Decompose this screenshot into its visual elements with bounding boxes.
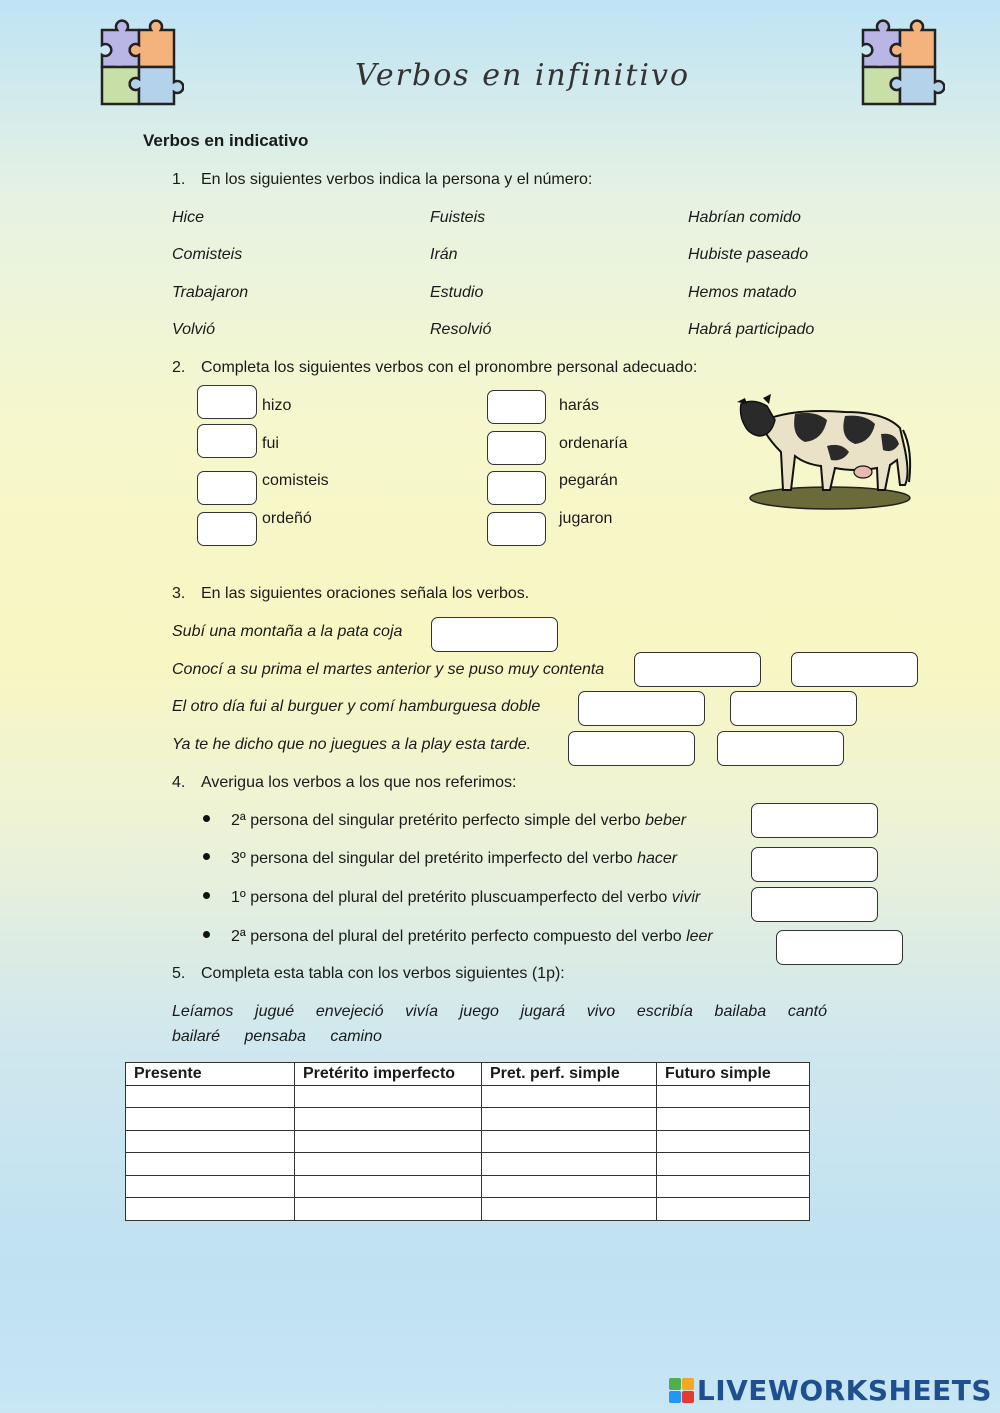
verb-answer-input[interactable] bbox=[730, 691, 857, 726]
table-row bbox=[126, 1175, 810, 1198]
q5-word: vivía bbox=[405, 1003, 439, 1020]
table-cell[interactable] bbox=[657, 1175, 810, 1198]
pronoun-answer-input[interactable] bbox=[487, 431, 546, 465]
q1-verb: Comisteis bbox=[172, 246, 243, 263]
q5-word: vivo bbox=[586, 1003, 616, 1020]
table-row bbox=[126, 1198, 810, 1221]
q1-verb: Estudio bbox=[430, 284, 484, 301]
q1-verb: Irán bbox=[430, 246, 458, 263]
table-cell[interactable] bbox=[295, 1085, 482, 1108]
table-cell[interactable] bbox=[482, 1108, 657, 1131]
table-cell[interactable] bbox=[126, 1130, 295, 1153]
verb-form-input[interactable] bbox=[751, 803, 878, 838]
q5-heading: 5. Completa esta tabla con los verbos siguientes (1p): bbox=[172, 965, 565, 982]
q1-verb: Habrá participado bbox=[688, 321, 815, 338]
q2-verb: fui bbox=[262, 435, 279, 452]
verb-form-input[interactable] bbox=[751, 887, 878, 922]
q5-word: escribía bbox=[636, 1003, 693, 1020]
q3-sentence: Ya te he dicho que no juegues a la play esta tarde. bbox=[172, 736, 532, 753]
q5-word: envejeció bbox=[315, 1003, 384, 1020]
q5-word: camino bbox=[330, 1028, 382, 1045]
q5-word-list bbox=[172, 1028, 382, 1046]
q2-verb: ordeñó bbox=[262, 510, 312, 527]
q1-verb: Trabajaron bbox=[172, 284, 249, 301]
table-row bbox=[126, 1108, 810, 1131]
q1-verb: Hemos matado bbox=[688, 284, 797, 301]
q4-item: 1º persona del plural del pretérito pluscuamperfecto del verbo vivir bbox=[203, 889, 700, 907]
q2-verb: hizo bbox=[262, 397, 292, 414]
q1-heading: 1. En los siguientes verbos indica la persona y el número: bbox=[172, 171, 593, 188]
q5-word: pensaba bbox=[244, 1028, 306, 1045]
pronoun-answer-input[interactable] bbox=[487, 471, 546, 505]
q5-word: cantó bbox=[787, 1003, 827, 1020]
pronoun-answer-input[interactable] bbox=[487, 512, 546, 546]
q1-verb: Habrían comido bbox=[688, 209, 801, 226]
table-header-row bbox=[126, 1063, 810, 1086]
q5-word-list bbox=[172, 1003, 827, 1021]
q5-word: jugará bbox=[520, 1003, 566, 1020]
table-cell[interactable] bbox=[482, 1198, 657, 1221]
q4-item: 2ª persona del singular pretérito perfecto simple del verbo beber bbox=[203, 812, 686, 830]
verb-answer-input[interactable] bbox=[568, 731, 695, 766]
table-cell[interactable] bbox=[295, 1153, 482, 1176]
table-row bbox=[126, 1153, 810, 1176]
q5-word: bailaba bbox=[714, 1003, 767, 1020]
table-cell[interactable] bbox=[657, 1108, 810, 1131]
q1-verb: Fuisteis bbox=[430, 209, 486, 226]
verb-answer-input[interactable] bbox=[431, 617, 558, 652]
table-cell[interactable] bbox=[482, 1153, 657, 1176]
q1-verb: Hice bbox=[172, 209, 205, 226]
table-cell[interactable] bbox=[126, 1175, 295, 1198]
pronoun-answer-input[interactable] bbox=[197, 385, 257, 419]
verb-form-input[interactable] bbox=[751, 847, 878, 882]
q4-heading: 4. Averigua los verbos a los que nos referimos: bbox=[172, 774, 517, 791]
q2-verb: harás bbox=[559, 397, 600, 414]
q5-word: juego bbox=[459, 1003, 499, 1020]
table-cell[interactable] bbox=[482, 1130, 657, 1153]
table-cell[interactable] bbox=[657, 1085, 810, 1108]
table-header: Pret. perf. simple bbox=[482, 1063, 657, 1086]
q3-sentence: Conocí a su prima el martes anterior y se puso muy contenta bbox=[172, 661, 605, 678]
q1-verb: Volvió bbox=[172, 321, 215, 338]
pronoun-answer-input[interactable] bbox=[197, 471, 257, 505]
q2-verb: pegarán bbox=[559, 472, 618, 489]
verb-answer-input[interactable] bbox=[578, 691, 705, 726]
pronoun-answer-input[interactable] bbox=[197, 424, 257, 458]
verb-answer-input[interactable] bbox=[791, 652, 918, 687]
q1-verb: Resolvió bbox=[430, 321, 492, 338]
q5-word: jugué bbox=[255, 1003, 295, 1020]
puzzle-icon-right bbox=[855, 10, 945, 130]
table-cell[interactable] bbox=[295, 1108, 482, 1131]
table-cell[interactable] bbox=[126, 1085, 295, 1108]
table-cell[interactable] bbox=[295, 1130, 482, 1153]
liveworksheets-logo: LIVEWORKSHEETS bbox=[669, 1374, 992, 1407]
page-title: Verbos en infinitivo bbox=[355, 58, 691, 93]
table-cell[interactable] bbox=[126, 1108, 295, 1131]
q2-verb: comisteis bbox=[262, 472, 329, 489]
table-cell[interactable] bbox=[126, 1198, 295, 1221]
table-cell[interactable] bbox=[482, 1175, 657, 1198]
logo-icon bbox=[669, 1378, 694, 1403]
q3-sentence: Subí una montaña a la pata coja bbox=[172, 623, 403, 640]
table-cell[interactable] bbox=[657, 1130, 810, 1153]
q5-word: bailaré bbox=[172, 1028, 221, 1045]
table-cell[interactable] bbox=[657, 1153, 810, 1176]
verb-table bbox=[125, 1062, 810, 1221]
table-cell[interactable] bbox=[482, 1085, 657, 1108]
q2-verb: jugaron bbox=[559, 510, 613, 527]
puzzle-icon-left bbox=[94, 10, 184, 130]
q5-word: Leíamos bbox=[172, 1003, 234, 1020]
cow-illustration bbox=[735, 390, 915, 515]
table-row bbox=[126, 1130, 810, 1153]
pronoun-answer-input[interactable] bbox=[487, 390, 546, 424]
pronoun-answer-input[interactable] bbox=[197, 512, 257, 546]
q1-verb: Hubiste paseado bbox=[688, 246, 809, 263]
q4-item: 3º persona del singular del pretérito imperfecto del verbo hacer bbox=[203, 850, 677, 868]
verb-answer-input[interactable] bbox=[717, 731, 844, 766]
table-cell[interactable] bbox=[295, 1198, 482, 1221]
verb-form-input[interactable] bbox=[776, 930, 903, 965]
table-header: Pretérito imperfecto bbox=[295, 1063, 482, 1086]
table-cell[interactable] bbox=[295, 1175, 482, 1198]
table-header: Presente bbox=[126, 1063, 295, 1086]
q4-item: 2ª persona del plural del pretérito perfecto compuesto del verbo leer bbox=[203, 928, 713, 946]
table-cell[interactable] bbox=[657, 1198, 810, 1221]
table-header: Futuro simple bbox=[657, 1063, 810, 1086]
q2-heading: 2. Completa los siguientes verbos con el pronombre personal adecuado: bbox=[172, 359, 698, 376]
verb-answer-input[interactable] bbox=[634, 652, 761, 687]
q3-heading: 3. En las siguientes oraciones señala los verbos. bbox=[172, 585, 530, 602]
table-cell[interactable] bbox=[126, 1153, 295, 1176]
q3-sentence: El otro día fui al burguer y comí hamburguesa doble bbox=[172, 698, 541, 715]
q2-verb: ordenaría bbox=[559, 435, 628, 452]
section-title: Verbos en indicativo bbox=[143, 131, 309, 150]
table-row bbox=[126, 1085, 810, 1108]
